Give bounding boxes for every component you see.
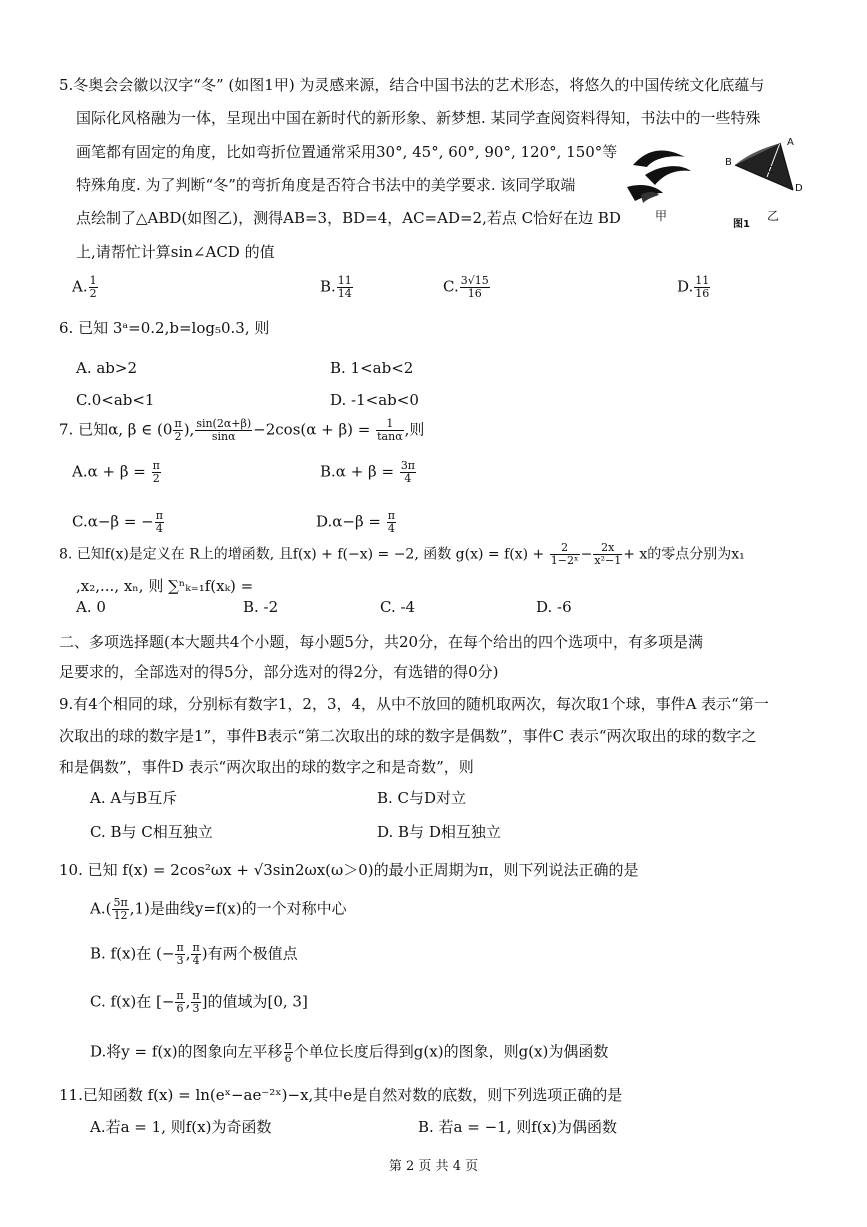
q10-c-post: ]的值域为[0, 3] xyxy=(201,992,308,1011)
q10-a-pre: A.( xyxy=(90,899,112,918)
q5-option-d-prefix: D. xyxy=(677,277,694,296)
q10-option-b[interactable] xyxy=(90,942,298,967)
q9-option-d[interactable]: D. B与 D相互独立 xyxy=(377,823,501,841)
q5-option-c-prefix: C. xyxy=(443,277,459,296)
q7-stem-end: ,则 xyxy=(404,420,425,439)
section-2-line-2: 足要求的，全部选对的得5分，部分选对的得2分，有选错的得0分) xyxy=(59,663,499,681)
q8-f2-num: 2x xyxy=(593,542,622,555)
q5-option-b-frac xyxy=(337,275,353,300)
q5-line-5: 点绘制了△ABD(如图乙)，测得AB=3，BD=4，AC=AD=2,若点 C恰好在边 BD xyxy=(76,209,621,227)
q7-frac-num: sin(2α+β) xyxy=(196,417,252,430)
q5-a-num: 1 xyxy=(89,274,97,287)
point-a-label: A xyxy=(787,137,794,148)
q10-d-den: 6 xyxy=(284,1052,292,1065)
q10-b-frac-1 xyxy=(175,942,184,967)
q10-c-d2: 3 xyxy=(192,1002,200,1015)
q11-stem: 11.已知函数 f(x) = ln(eˣ−ae⁻²ˣ)−x,其中e是自然对数的底数，则下列选项正确的是 xyxy=(59,1086,623,1104)
q10-c-n2: π xyxy=(192,989,200,1002)
q5-option-c-frac xyxy=(460,275,490,300)
triangle-abd xyxy=(735,140,793,190)
q8-stem-line-2: ,x₂,..., xₙ, 则 ∑ⁿₖ₌₁f(xₖ) = xyxy=(76,577,254,595)
q5-option-b-prefix: B. xyxy=(320,277,336,296)
q10-d-num: π xyxy=(284,1039,292,1052)
q6-option-b[interactable]: B. 1<ab<2 xyxy=(330,359,414,377)
dong-emblem xyxy=(627,150,691,203)
q6-option-d[interactable]: D. -1<ab<0 xyxy=(330,391,419,409)
figure-label-yi: 乙 xyxy=(767,209,780,223)
q5-b-den: 14 xyxy=(337,287,352,300)
q7-b-den: 4 xyxy=(404,472,412,485)
q8-stem-line-1 xyxy=(59,542,745,567)
q7-b-num: 3π xyxy=(400,459,416,472)
q7-option-d[interactable] xyxy=(316,510,397,535)
q10-c-d1: 6 xyxy=(176,1002,184,1015)
q7-rhs-den: tanα xyxy=(377,430,403,443)
q10-b-d2: 4 xyxy=(192,954,200,967)
q11-option-b[interactable]: B. 若a = −1, 则f(x)为偶函数 xyxy=(418,1118,617,1136)
q7-stem-pre: 7. 已知α, β ∈ (0 xyxy=(59,420,173,439)
figure-caption: 图1 xyxy=(733,219,750,230)
q7-interval-frac xyxy=(173,418,182,443)
q6-option-c[interactable]: C.0<ab<1 xyxy=(76,391,155,409)
q7-d-den: 4 xyxy=(387,522,395,535)
q5-c-den: 16 xyxy=(467,287,482,300)
q7-stem xyxy=(59,418,424,443)
q8-option-d[interactable]: D. -6 xyxy=(536,598,572,616)
q9-option-b[interactable]: B. C与D对立 xyxy=(377,789,467,807)
q7-option-a[interactable] xyxy=(72,460,162,485)
q7-stem-mid: ), xyxy=(183,420,195,439)
q5-a-den: 2 xyxy=(89,287,97,300)
q7-option-b[interactable] xyxy=(320,460,417,485)
q7-b-frac xyxy=(400,460,416,485)
q5-d-den: 16 xyxy=(695,287,710,300)
q5-option-a-frac xyxy=(89,275,98,300)
point-d-label: D xyxy=(795,183,803,194)
q8-f2-den: x²−1 xyxy=(594,554,622,567)
q9-line-1: 9.有4个相同的球，分别标有数字1，2，3，4，从中不放回的随机取两次，每次取1个球，事件A 表示“第一 xyxy=(59,695,769,713)
q10-a-post: ,1)是曲线y=f(x)的一个对称中心 xyxy=(129,899,347,918)
q7-stem-post: −2cos(α + β) = xyxy=(253,420,376,439)
q7-frac-den: sinα xyxy=(211,430,236,443)
q5-line-6: 上,请帮忙计算sin∠ACD 的值 xyxy=(76,243,275,261)
q7-option-c[interactable] xyxy=(72,510,165,535)
page-footer: 第 2 页 共 4 页 xyxy=(388,1159,479,1174)
q10-b-mid: , xyxy=(185,944,191,963)
q5-line-1: 5.冬奥会会徽以汉字“冬” (如图1甲) 为灵感来源，结合中国书法的艺术形态，将悠久的中国传统文化底蕴与 xyxy=(59,76,765,94)
q10-c-pre: C. f(x)在 [− xyxy=(90,992,175,1011)
q8-mid: − xyxy=(580,546,593,563)
point-b-label: B xyxy=(725,157,732,168)
q9-line-2: 次取出的球的数字是1”，事件B表示“第二次取出的球的数字是偶数”，事件C 表示“两次取出的球的数字之 xyxy=(59,727,757,745)
q10-d-post: 个单位长度后得到g(x)的图象，则g(x)为偶函数 xyxy=(293,1042,609,1061)
q5-c-num: 3√15 xyxy=(460,274,489,287)
q10-a-num: 5π xyxy=(113,896,128,909)
figure-label-jia: 甲 xyxy=(655,209,668,223)
q10-c-n1: π xyxy=(176,989,184,1002)
q10-b-d1: 3 xyxy=(176,954,184,967)
q10-b-frac-2 xyxy=(191,942,200,967)
q7-pi: π xyxy=(174,417,182,430)
q7-rhs-frac xyxy=(376,418,404,443)
q7-c-frac xyxy=(155,510,164,535)
q7-a-num: π xyxy=(152,459,160,472)
q5-option-d-frac xyxy=(694,275,710,300)
q7-main-frac xyxy=(195,418,252,443)
q7-c-num: π xyxy=(155,509,163,522)
q7-c-den: 4 xyxy=(155,522,163,535)
q5-line-4: 特殊角度. 为了判断“冬”的弯折角度是否符合书法中的美学要求. 该同学取端 xyxy=(76,176,576,194)
q5-option-d[interactable] xyxy=(677,275,711,300)
q8-f1-den: 1−2ˣ xyxy=(550,554,579,567)
q7-b-pre: B.α + β = xyxy=(320,462,399,481)
q7-d-pre: D.α−β = xyxy=(316,512,386,531)
q6-stem: 6. 已知 3ᵃ=0.2,b=log₅0.3, 则 xyxy=(59,319,270,337)
q8-stem1-pre: 8. 已知f(x)是定义在 R上的增函数, 且f(x) + f(−x) = −2, 函数 g(x) = f(x) + xyxy=(59,546,549,563)
q10-a-den: 12 xyxy=(113,909,128,922)
q10-option-c[interactable] xyxy=(90,990,308,1015)
q7-d-num: π xyxy=(387,509,395,522)
q8-f1-num: 2 xyxy=(550,542,580,555)
q9-option-a[interactable]: A. A与B互斥 xyxy=(90,789,178,807)
q7-a-frac xyxy=(152,460,161,485)
q10-d-frac xyxy=(284,1040,293,1065)
q5-line-2: 国际化风格融为一体，呈现出中国在新时代的新形象、新梦想. 某同学查阅资料得知，书法中的一些特殊 xyxy=(76,109,761,127)
q5-option-a-prefix: A. xyxy=(72,277,88,296)
q9-option-c[interactable]: C. B与 C相互独立 xyxy=(90,823,213,841)
q7-d-frac xyxy=(387,510,396,535)
q6-option-a[interactable]: A. ab>2 xyxy=(76,359,138,377)
q10-b-pre: B. f(x)在 (− xyxy=(90,944,175,963)
figure-1 xyxy=(625,135,805,230)
q7-two: 2 xyxy=(174,430,182,443)
q5-b-num: 11 xyxy=(337,274,352,287)
q10-b-n2: π xyxy=(192,941,200,954)
q5-d-num: 11 xyxy=(695,274,710,287)
q10-option-a[interactable] xyxy=(90,897,347,922)
q5-line-3: 画笔都有固定的角度，比如弯折位置通常采用30°, 45°, 60°, 90°, 120°, 150°等 xyxy=(76,143,618,161)
q10-b-post: )有两个极值点 xyxy=(201,944,298,963)
q8-option-c[interactable]: C. -4 xyxy=(380,598,416,616)
q10-a-frac xyxy=(112,897,128,922)
q7-a-pre: A.α + β = xyxy=(72,462,151,481)
q5-option-b[interactable] xyxy=(320,275,354,300)
q10-c-mid: , xyxy=(185,992,191,1011)
q10-c-frac-2 xyxy=(191,990,200,1015)
q5-option-c[interactable] xyxy=(443,275,491,300)
q7-rhs-num: 1 xyxy=(376,418,404,431)
q10-d-pre: D.将y = f(x)的图象向左平移 xyxy=(90,1042,283,1061)
q5-option-a[interactable] xyxy=(72,275,99,300)
q8-option-b[interactable]: B. -2 xyxy=(243,598,279,616)
q10-stem: 10. 已知 f(x) = 2cos²ωx + √3sin2ωx(ω＞0)的最小正周期为π，则下列说法正确的是 xyxy=(59,861,639,879)
q10-c-frac-1 xyxy=(175,990,184,1015)
q11-option-a[interactable]: A.若a = 1, 则f(x)为奇函数 xyxy=(90,1118,272,1136)
q7-c-pre: C.α−β = − xyxy=(72,512,154,531)
q9-line-3: 和是偶数”，事件D 表示“两次取出的球的数字之和是奇数”，则 xyxy=(59,758,474,776)
q10-option-d[interactable] xyxy=(90,1040,608,1065)
q10-b-n1: π xyxy=(176,941,184,954)
q8-frac-1 xyxy=(550,542,580,567)
q7-a-den: 2 xyxy=(152,472,160,485)
q8-stem1-post: + x的零点分别为x₁ xyxy=(623,546,745,563)
point-c-label: C xyxy=(767,165,774,176)
q8-option-a[interactable]: A. 0 xyxy=(76,598,106,616)
q8-frac-2 xyxy=(593,542,622,567)
section-2-line-1: 二、多项选择题(本大题共4个小题，每小题5分，共20分，在每个给出的四个选项中，有多项是满 xyxy=(59,633,704,651)
